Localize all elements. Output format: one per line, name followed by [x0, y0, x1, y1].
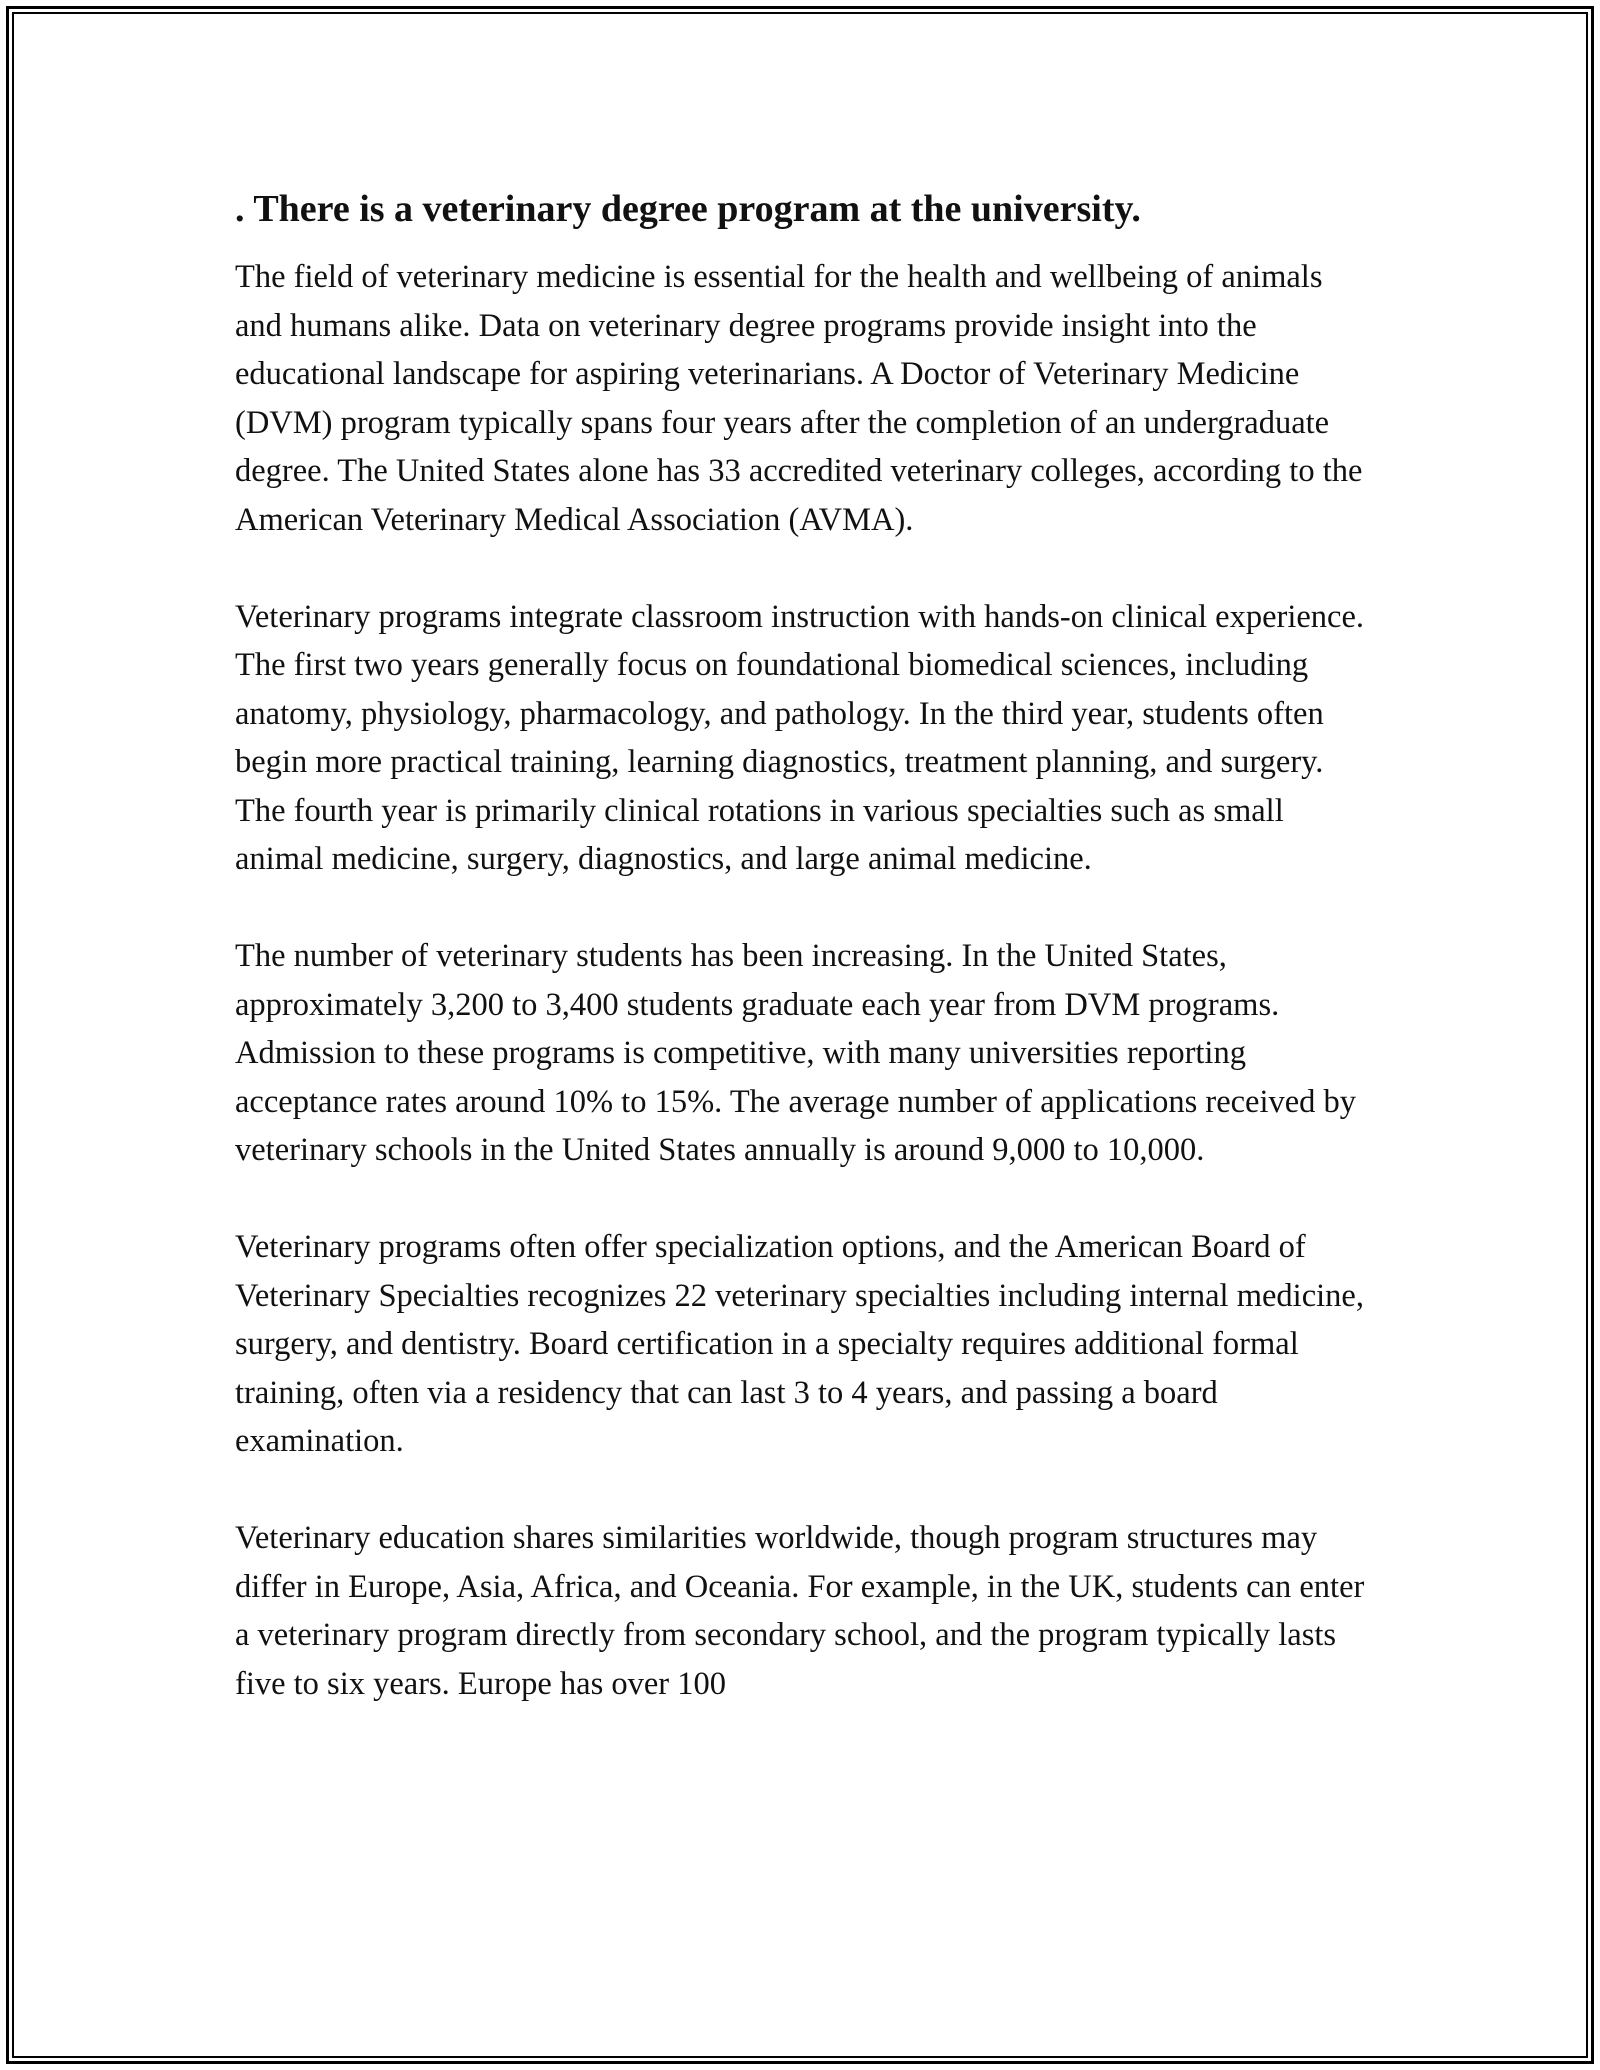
paragraph-dvm-overview: The field of veterinary medicine is essential for the health and wellbeing of animals and humans alike. Data on veterinary degree programs provide insight into the educational landscape for aspiring veterinarians. A Doctor of Veterinary Medicine (DVM) program typically spans four years after the completion of an undergraduate degree. The United States alone has 33 accredited veterinary colleges, according to the American Veterinary Medical Association (AVMA).: [235, 259, 1363, 538]
paragraph-curriculum: Veterinary programs integrate classroom instruction with hands-on clinical experience. The first two years generally focus on foundational biomedical sciences, including anatomy, physiology, pharmacology, and pathology. In the third year, students often begin more practical training, learning diagnostics, treatment planning, and surgery. The fourth year is primarily clinical rotations in various specialties such as small animal medicine, surgery, diagnostics, and large animal medicine.: [235, 598, 1364, 877]
document-body: [235, 185, 1375, 1708]
paragraph-worldwide: Veterinary education shares similarities worldwide, though program structures may differ in Europe, Asia, Africa, and Oceania. For example, in the UK, students can enter a veterinary program directly from secondary school, and the program typically lasts five to six years. Europe has over 100: [235, 1520, 1365, 1702]
paragraph-enrollment: The number of veterinary students has been increasing. In the United States, approximately 3,200 to 3,400 students graduate each year from DVM programs. Admission to these programs is competitive, with many universities reporting acceptance rates around 10% to 15%. The average number of applications received by veterinary schools in the United States annually is around 9,000 to 10,000.: [235, 938, 1357, 1168]
document-heading: . There is a veterinary degree program at the university.: [235, 188, 1141, 230]
paragraph-specialization: Veterinary programs often offer specialization options, and the American Board of Veterinary Specialties recognizes 22 veterinary specialties including internal medicine, surgery, and dentistry. Board certification in a specialty requires additional formal training, often via a residency that can last 3 to 4 years, and passing a board examination.: [235, 1229, 1364, 1459]
